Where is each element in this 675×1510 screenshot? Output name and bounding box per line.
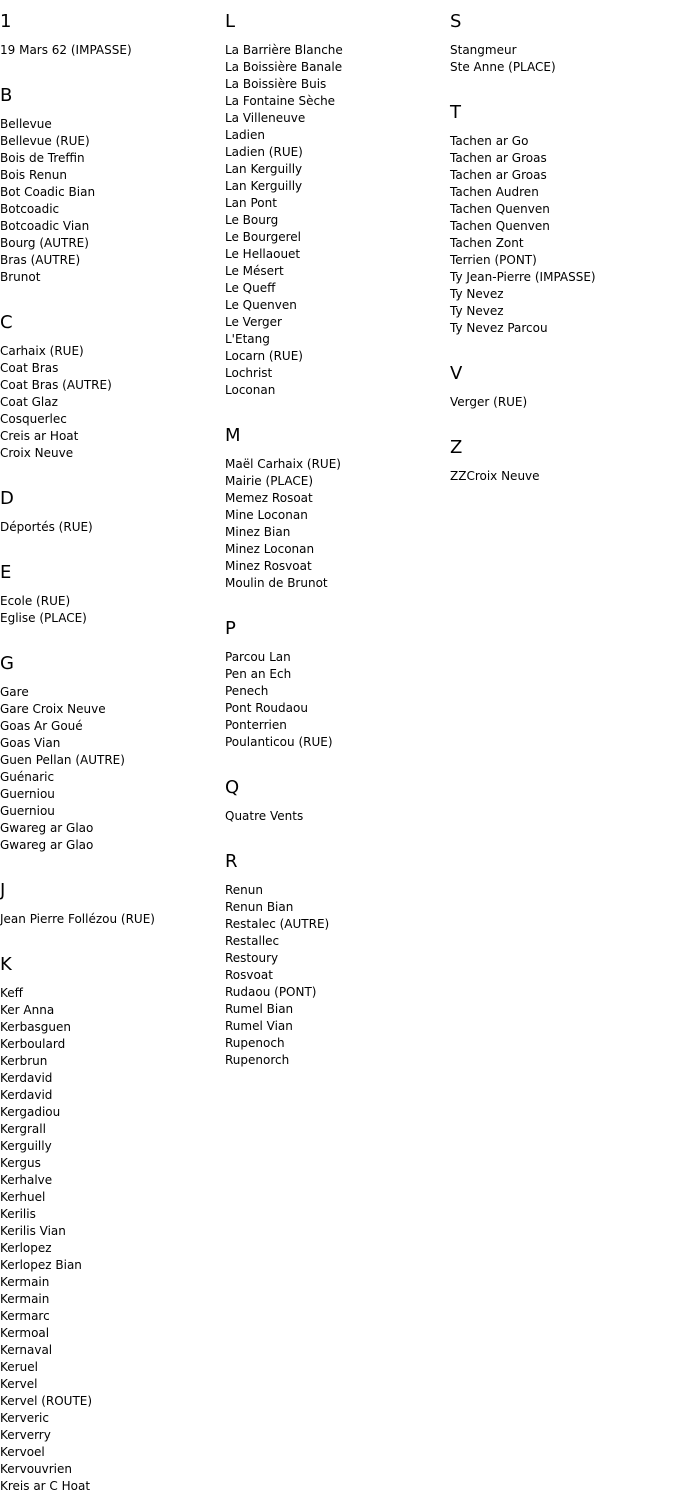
street-link[interactable]: La Boissière Buis <box>225 77 327 91</box>
street-link[interactable]: Gare <box>0 685 29 699</box>
street-link[interactable]: Kergadiou <box>0 1105 61 1119</box>
street-link[interactable]: Rupenorch <box>225 1053 290 1067</box>
street-link[interactable]: Gwareg ar Glao <box>0 838 94 852</box>
street-link[interactable]: 19 Mars 62 (IMPASSE) <box>0 43 132 57</box>
street-link[interactable]: Bras (AUTRE) <box>0 253 81 267</box>
street-link[interactable]: Tachen ar Groas <box>450 168 547 182</box>
street-link[interactable]: Botcoadic <box>0 202 60 216</box>
street-list <box>450 394 675 411</box>
street-link[interactable]: Minez Loconan <box>225 542 315 556</box>
street-list <box>0 593 225 627</box>
street-link[interactable]: Eglise (PLACE) <box>0 611 87 625</box>
street-link[interactable]: Tachen ar Groas <box>450 151 547 165</box>
street-link[interactable]: Bois Renun <box>0 168 67 182</box>
street-link[interactable]: Kerhuel <box>0 1190 46 1204</box>
street-link[interactable]: Ecole (RUE) <box>0 594 71 608</box>
letter-group <box>450 352 675 411</box>
street-list <box>0 42 225 59</box>
street-link[interactable]: Restoury <box>225 951 279 965</box>
street-link[interactable]: ZZCroix Neuve <box>450 469 540 483</box>
street-link[interactable]: L'Etang <box>225 332 270 346</box>
street-link[interactable]: Kermain <box>0 1292 50 1306</box>
street-list <box>0 116 225 286</box>
street-link[interactable]: Kerbrun <box>0 1054 48 1068</box>
street-link[interactable]: Verger (RUE) <box>450 395 528 409</box>
street-link[interactable]: Keff <box>0 986 23 1000</box>
street-link[interactable]: Tachen ar Go <box>450 134 529 148</box>
street-link[interactable]: Guen Pellan (AUTRE) <box>0 753 125 767</box>
street-link[interactable]: Bellevue (RUE) <box>0 134 90 148</box>
index-column <box>0 0 225 1510</box>
street-link[interactable]: Tachen Audren <box>450 185 539 199</box>
street-list <box>450 42 675 76</box>
street-link[interactable]: Quatre Vents <box>225 809 304 823</box>
street-link[interactable]: Poulanticou (RUE) <box>225 735 333 749</box>
street-link[interactable]: Kergrall <box>0 1122 46 1136</box>
street-link[interactable]: Botcoadic Vian <box>0 219 90 233</box>
street-link[interactable]: Kervouvrien <box>0 1462 72 1476</box>
letter-group <box>225 414 450 592</box>
street-link[interactable]: Le Bourg <box>225 213 279 227</box>
letter-group <box>225 607 450 751</box>
street-link[interactable]: Parcou Lan <box>225 650 291 664</box>
street-link[interactable]: Kerveric <box>0 1411 49 1425</box>
street-link[interactable]: Déportés (RUE) <box>0 520 93 534</box>
street-link[interactable]: La Villeneuve <box>225 111 306 125</box>
street-link[interactable]: Cosquerlec <box>0 412 67 426</box>
street-link[interactable]: Minez Bian <box>225 525 291 539</box>
letter-heading: P <box>225 618 236 639</box>
street-link[interactable]: Le Mésert <box>225 264 284 278</box>
letter-heading: M <box>225 425 241 446</box>
street-link[interactable]: Moulin de Brunot <box>225 576 328 590</box>
street-link[interactable]: Kerhalve <box>0 1173 53 1187</box>
street-link[interactable]: Gwareg ar Glao <box>0 821 94 835</box>
street-link[interactable]: Le Hellaouet <box>225 247 301 261</box>
street-list <box>225 42 450 399</box>
street-link[interactable]: La Barrière Blanche <box>225 43 343 57</box>
letter-heading: D <box>0 488 14 509</box>
street-link[interactable]: Ladien (RUE) <box>225 145 303 159</box>
street-link[interactable]: Guerniou <box>0 787 55 801</box>
street-link[interactable]: Mairie (PLACE) <box>225 474 314 488</box>
letter-group <box>225 840 450 1069</box>
street-link[interactable]: Rumel Vian <box>225 1019 293 1033</box>
street-link[interactable]: Ladien <box>225 128 265 142</box>
street-link[interactable]: Kerdavid <box>0 1088 53 1102</box>
letter-group <box>450 426 675 485</box>
street-link[interactable]: Renun <box>225 883 263 897</box>
street-link[interactable]: Creis ar Hoat <box>0 429 79 443</box>
street-link[interactable]: Goas Vian <box>0 736 61 750</box>
letter-group <box>0 301 225 462</box>
street-link[interactable]: Rupenoch <box>225 1036 285 1050</box>
street-list <box>0 343 225 462</box>
street-link[interactable]: Keruel <box>0 1360 38 1374</box>
street-link[interactable]: Le Quenven <box>225 298 297 312</box>
street-link[interactable]: Bot Coadic Bian <box>0 185 96 199</box>
street-link[interactable]: Kerilis <box>0 1207 36 1221</box>
letter-group <box>0 869 225 928</box>
street-link[interactable]: Rudaou (PONT) <box>225 985 317 999</box>
street-link[interactable]: Kervoel <box>0 1445 45 1459</box>
street-link[interactable]: Le Verger <box>225 315 282 329</box>
street-link[interactable]: Lan Kerguilly <box>225 162 303 176</box>
street-link[interactable]: Tachen Zont <box>450 236 524 250</box>
letter-heading: L <box>225 11 236 32</box>
street-link[interactable]: Kergus <box>0 1156 41 1170</box>
street-link[interactable]: Mine Loconan <box>225 508 308 522</box>
street-link[interactable]: La Fontaine Sèche <box>225 94 336 108</box>
street-list <box>225 649 450 751</box>
letter-heading: R <box>225 851 238 872</box>
street-link[interactable]: Penech <box>225 684 269 698</box>
street-link[interactable]: Kerlopez <box>0 1241 52 1255</box>
street-link[interactable]: Ste Anne (PLACE) <box>450 60 556 74</box>
street-list <box>0 684 225 854</box>
street-link[interactable]: Kerilis Vian <box>0 1224 66 1238</box>
letter-group <box>450 91 675 337</box>
letter-group <box>0 551 225 627</box>
street-list <box>0 985 225 1495</box>
street-link[interactable]: Lan Kerguilly <box>225 179 303 193</box>
street-link[interactable]: Kerlopez Bian <box>0 1258 82 1272</box>
street-link[interactable]: Ty Nevez <box>450 287 504 301</box>
street-link[interactable]: Ty Jean-Pierre (IMPASSE) <box>450 270 596 284</box>
letter-heading: G <box>0 653 14 674</box>
letter-heading: Z <box>450 437 463 458</box>
street-link[interactable]: Pont Roudaou <box>225 701 308 715</box>
street-link[interactable]: Bellevue <box>0 117 52 131</box>
street-link[interactable]: Maël Carhaix (RUE) <box>225 457 341 471</box>
street-link[interactable]: Ker Anna <box>0 1003 55 1017</box>
street-link[interactable]: Gare Croix Neuve <box>0 702 106 716</box>
street-link[interactable]: Kermain <box>0 1275 50 1289</box>
street-link[interactable]: Bourg (AUTRE) <box>0 236 89 250</box>
index-column <box>225 0 450 1084</box>
letter-group <box>0 943 225 1495</box>
street-link[interactable]: Rosvoat <box>225 968 273 982</box>
index-column <box>450 0 675 500</box>
street-list <box>450 468 675 485</box>
street-link[interactable]: Guerniou <box>0 804 55 818</box>
street-list <box>225 882 450 1069</box>
street-link[interactable]: Minez Rosvoat <box>225 559 312 573</box>
street-link[interactable]: Restallec <box>225 934 280 948</box>
street-list <box>0 519 225 536</box>
street-link[interactable]: La Boissière Banale <box>225 60 343 74</box>
street-link[interactable]: Jean Pierre Follézou (RUE) <box>0 912 155 926</box>
street-link[interactable]: Carhaix (RUE) <box>0 344 84 358</box>
street-link[interactable]: Kerguilly <box>0 1139 52 1153</box>
street-link[interactable]: Memez Rosoat <box>225 491 313 505</box>
street-link[interactable]: Pen an Ech <box>225 667 292 681</box>
street-link[interactable]: Lan Pont <box>225 196 277 210</box>
street-link[interactable]: Guénaric <box>0 770 55 784</box>
street-link[interactable]: Locarn (RUE) <box>225 349 303 363</box>
street-link[interactable]: Kernaval <box>0 1343 53 1357</box>
street-link[interactable]: Renun Bian <box>225 900 294 914</box>
street-link[interactable]: Kerdavid <box>0 1071 53 1085</box>
letter-heading: E <box>0 562 12 583</box>
street-link[interactable]: Coat Bras <box>0 361 59 375</box>
street-link[interactable]: Kermarc <box>0 1309 50 1323</box>
letter-heading: T <box>450 102 461 123</box>
street-list <box>450 133 675 337</box>
letter-heading: B <box>0 85 13 106</box>
letter-group <box>0 642 225 854</box>
letter-group <box>0 477 225 536</box>
letter-heading: C <box>0 312 13 333</box>
street-link[interactable]: Terrien (PONT) <box>450 253 537 267</box>
street-link[interactable]: Croix Neuve <box>0 446 74 460</box>
street-link[interactable]: Kermoal <box>0 1326 50 1340</box>
street-link[interactable]: Ty Nevez <box>450 304 504 318</box>
street-link[interactable]: Bois de Treffin <box>0 151 85 165</box>
street-list <box>0 911 225 928</box>
street-link[interactable]: Tachen Quenven <box>450 219 550 233</box>
street-link[interactable]: Coat Glaz <box>0 395 58 409</box>
street-link[interactable]: Kervel (ROUTE) <box>0 1394 93 1408</box>
letter-heading: V <box>450 363 463 384</box>
street-link[interactable]: Restalec (AUTRE) <box>225 917 330 931</box>
street-link[interactable]: Lochrist <box>225 366 273 380</box>
street-link[interactable]: Ponterrien <box>225 718 287 732</box>
street-link[interactable]: Le Queff <box>225 281 276 295</box>
street-link[interactable]: Kerverry <box>0 1428 51 1442</box>
street-link[interactable]: Goas Ar Goué <box>0 719 83 733</box>
letter-group <box>0 74 225 286</box>
street-link[interactable]: Stangmeur <box>450 43 517 57</box>
street-link[interactable]: Kreis ar C Hoat <box>0 1479 91 1493</box>
street-link[interactable]: Kerboulard <box>0 1037 66 1051</box>
letter-heading: J <box>0 880 6 901</box>
street-link[interactable]: Kervel <box>0 1377 38 1391</box>
letter-heading: 1 <box>0 11 12 32</box>
street-list <box>225 456 450 592</box>
street-link[interactable]: Loconan <box>225 383 276 397</box>
street-link[interactable]: Tachen Quenven <box>450 202 550 216</box>
street-link[interactable]: Brunot <box>0 270 41 284</box>
letter-heading: K <box>0 954 12 975</box>
street-link[interactable]: Le Bourgerel <box>225 230 301 244</box>
letter-group <box>0 0 225 59</box>
street-link[interactable]: Ty Nevez Parcou <box>450 321 548 335</box>
letter-group <box>225 0 450 399</box>
letter-group <box>450 0 675 76</box>
letter-heading: S <box>450 11 462 32</box>
letter-group <box>225 766 450 825</box>
street-link[interactable]: Kerbasguen <box>0 1020 72 1034</box>
street-list <box>225 808 450 825</box>
street-link[interactable]: Rumel Bian <box>225 1002 294 1016</box>
letter-heading: Q <box>225 777 240 798</box>
street-link[interactable]: Coat Bras (AUTRE) <box>0 378 112 392</box>
